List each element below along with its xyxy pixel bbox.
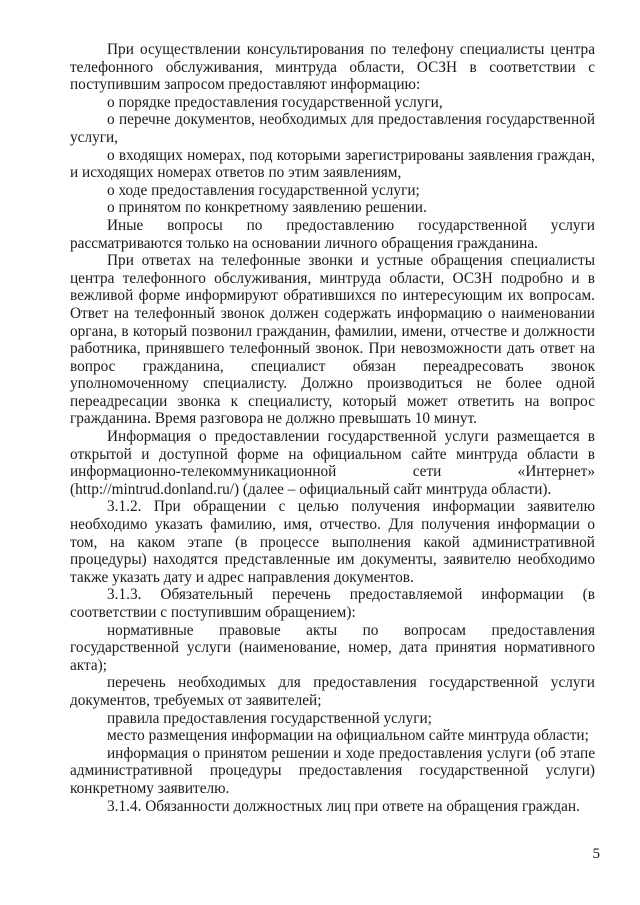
paragraph: нормативные правовые акты по вопросам предоставления государственной услуги (наименование, номер, дата принятия нормативного акта); bbox=[70, 621, 595, 674]
paragraph: 3.1.2. При обращении с целью получения информации заявителю необходимо указать фамилию, имя, отчество. Для получения информации о том, на каком этапе (в процессе выполнения какой административной процедуры) находятся представленные им документы, заявителю необходимо также указать дату и адрес направления документов. bbox=[70, 498, 595, 586]
paragraph: о ходе предоставления государственной услуги; bbox=[107, 181, 420, 199]
paragraph: информация о принятом решении и ходе предоставления услуги (об этапе административной процедуры предоставления государственной услуги) конкретному заявителю. bbox=[70, 744, 595, 797]
paragraph: о порядке предоставления государственной услуги, bbox=[107, 93, 443, 111]
paragraph: 3.1.4. Обязанности должностных лиц при ответе на обращения граждан. bbox=[107, 797, 580, 815]
paragraph: правила предоставления государственной услуги; bbox=[107, 709, 432, 727]
paragraph: о принятом по конкретному заявлению решении. bbox=[107, 199, 427, 217]
paragraph: место размещения информации на официальном сайте минтруда области; bbox=[107, 727, 589, 745]
paragraph: Иные вопросы по предоставлению государственной услуги рассматриваются только на основании личного обращения гражданина. bbox=[70, 216, 595, 252]
paragraph: При ответах на телефонные звонки и устные обращения специалисты центра телефонного обслуживания, минтруда области, ОСЗН подробно и в вежливой форме информируют обратившихся по интересующим их вопросам. Ответ на телефонный звонок должен содержать информацию о наименовании органа, в который позвонил гражданин, фамилии, имени, отчестве и должности работника, принявшего телефонный звонок. При невозможности дать ответ на вопрос гражданина, специалист обязан переадресовать звонок уполномоченному специалисту. Должно производиться не более одной переадресации звонка к специалисту, который может ответить на вопрос гражданина. Время разговора не должно превышать 10 минут. bbox=[70, 252, 595, 428]
document-body bbox=[70, 41, 595, 815]
paragraph: о перечне документов, необходимых для предоставления государственной услуги, bbox=[70, 111, 595, 146]
page-number: 5 bbox=[592, 846, 600, 862]
paragraph: о входящих номерах, под которыми зарегистрированы заявления граждан, и исходящих номерах ответов по этим заявлениям, bbox=[70, 146, 595, 182]
paragraph: Информация о предоставлении государственной услуги размещается в открытой и доступной форме на официальном сайте минтруда области в информационно-телекоммуникационной сети «Интернет» (http://mintrud.donland.ru/) (далее – официальный сайт минтруда области). bbox=[70, 428, 595, 498]
paragraph: 3.1.3. Обязательный перечень предоставляемой информации (в соответствии с поступившим обращением): bbox=[70, 586, 595, 621]
paragraph: перечень необходимых для предоставления государственной услуги документов, требуемых от заявителей; bbox=[70, 674, 595, 709]
paragraph: При осуществлении консультирования по телефону специалисты центра телефонного обслуживания, минтруда области, ОСЗН в соответствии с поступившим запросом предоставляют информацию: bbox=[70, 41, 595, 94]
